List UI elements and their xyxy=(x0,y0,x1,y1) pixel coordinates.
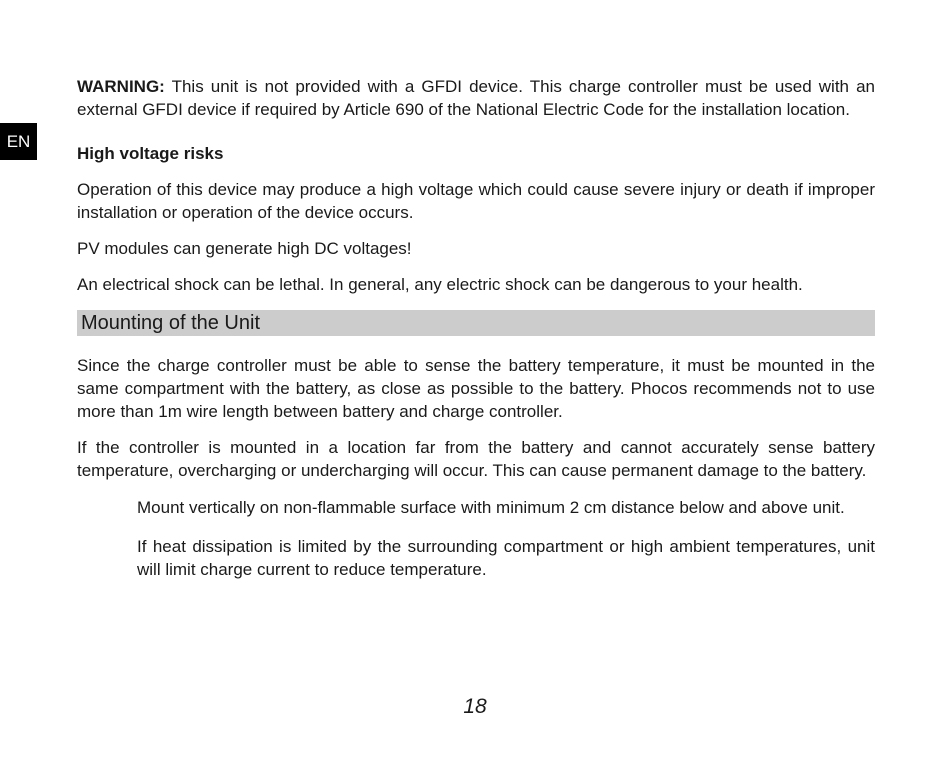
mounting-paragraph-2: If the controller is mounted in a location far from the battery and cannot accurately sense battery temperature, overcharging or undercharging will occur. This can cause permanent damage to the battery. xyxy=(77,438,875,480)
warning-paragraph xyxy=(77,75,875,121)
warning-label: WARNING: xyxy=(77,77,165,96)
high-voltage-paragraph-1: Operation of this device may produce a high voltage which could cause severe injury or death if improper installation or operation of the device occurs. xyxy=(77,180,875,222)
mounting-paragraph-1: Since the charge controller must be able to sense the battery temperature, it must be mounted in the same compartment with the battery, as close as possible to the battery. Phocos recommends not to use more than 1m wire length between battery and charge controller. xyxy=(77,356,875,421)
high-voltage-paragraph-3: An electrical shock can be lethal. In general, any electric shock can be dangerous to your health. xyxy=(77,275,803,294)
mounting-instruction-2: If heat dissipation is limited by the surrounding compartment or high ambient temperatures, unit will limit charge current to reduce temperature. xyxy=(137,537,875,579)
mounting-instruction-1: Mount vertically on non-flammable surface with minimum 2 cm distance below and above unit. xyxy=(137,498,845,517)
language-tab: EN xyxy=(0,123,37,160)
mounting-section-heading: Mounting of the Unit xyxy=(77,310,875,336)
page-content xyxy=(77,75,875,581)
warning-text: This unit is not provided with a GFDI device. This charge controller must be used with an external GFDI device if required by Article 690 of the National Electric Code for the installation location. xyxy=(77,77,875,119)
page-number: 18 xyxy=(463,695,487,718)
high-voltage-paragraph-2: PV modules can generate high DC voltages! xyxy=(77,239,412,258)
high-voltage-heading: High voltage risks xyxy=(77,144,224,163)
